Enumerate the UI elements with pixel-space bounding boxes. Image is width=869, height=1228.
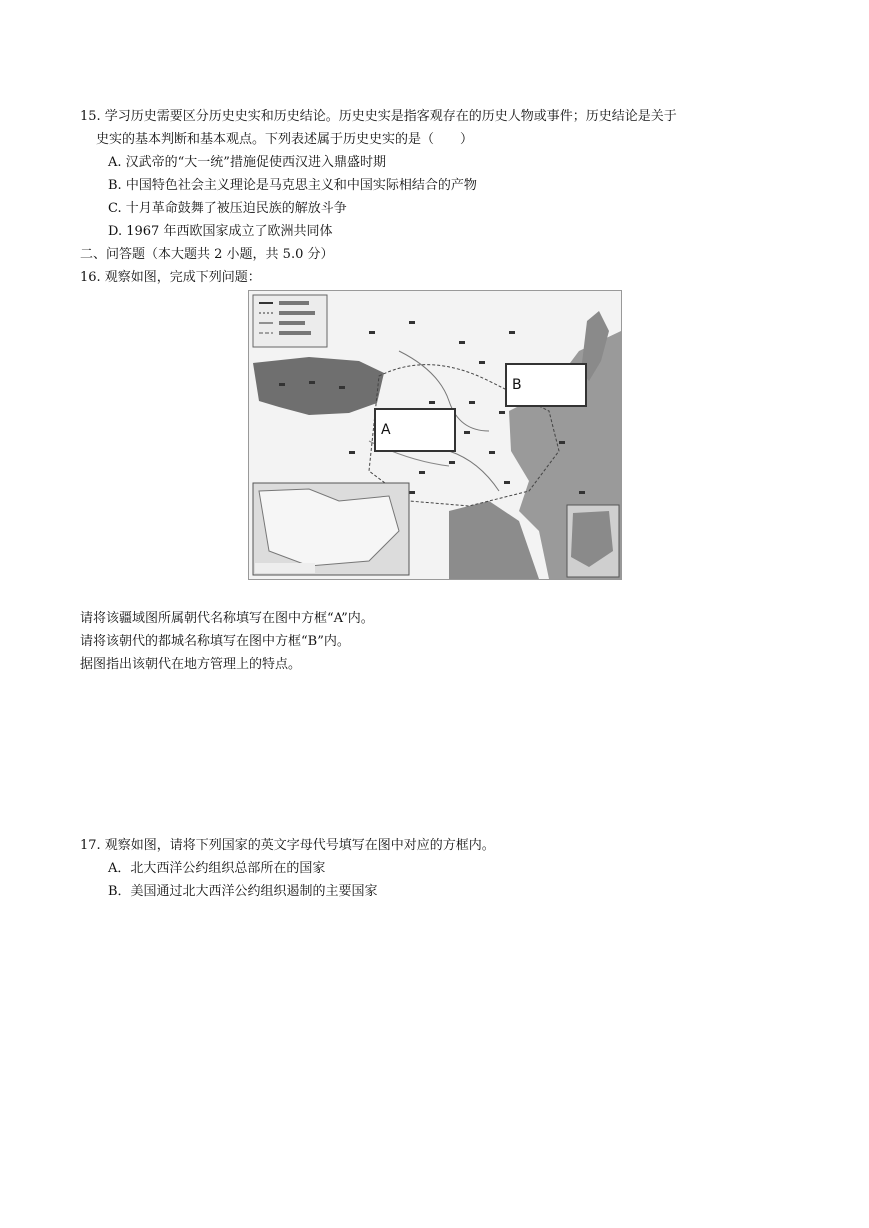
q15-option-a: A. 汉武帝的“大一统”措施促使西汉进入鼎盛时期 xyxy=(108,155,386,170)
q17-stem: 17. 观察如图，请将下列国家的英文字母代号填写在图中对应的方框内。 xyxy=(80,838,495,853)
section2-title: 二、问答题（本大题共 2 小题，共 5.0 分） xyxy=(80,247,334,262)
map-box-b-label: B xyxy=(512,377,522,393)
q16-task-3: 据图指出该朝代在地方管理上的特点。 xyxy=(80,657,302,672)
q17-option-b: B．美国通过北大西洋公约组织遏制的主要国家 xyxy=(108,884,378,899)
q15-option-d: D. 1967 年西欧国家成立了欧洲共同体 xyxy=(108,224,333,239)
map-box-b[interactable] xyxy=(505,363,587,407)
dynasty-territory-map xyxy=(248,290,622,580)
q15-stem-line2: 史实的基本判断和基本观点。下列表述属于历史史实的是（ ） xyxy=(96,132,474,147)
map-box-a[interactable] xyxy=(374,408,456,452)
q16-task-2: 请将该朝代的都城名称填写在图中方框“B”内。 xyxy=(80,634,350,649)
q17-option-a: A．北大西洋公约组织总部所在的国家 xyxy=(108,861,326,876)
q16-stem: 16. 观察如图，完成下列问题： xyxy=(80,270,261,285)
q15-option-b: B. 中国特色社会主义理论是马克思主义和中国实际相结合的产物 xyxy=(108,178,477,193)
q16-task-1: 请将该疆域图所属朝代名称填写在图中方框“A”内。 xyxy=(80,611,374,626)
map-box-a-label: A xyxy=(381,422,391,438)
q15-stem-line1: 15. 学习历史需要区分历史史实和历史结论。历史史实是指客观存在的历史人物或事件；历史结论是关于 xyxy=(80,109,677,124)
q15-option-c: C. 十月革命鼓舞了被压迫民族的解放斗争 xyxy=(108,201,347,216)
